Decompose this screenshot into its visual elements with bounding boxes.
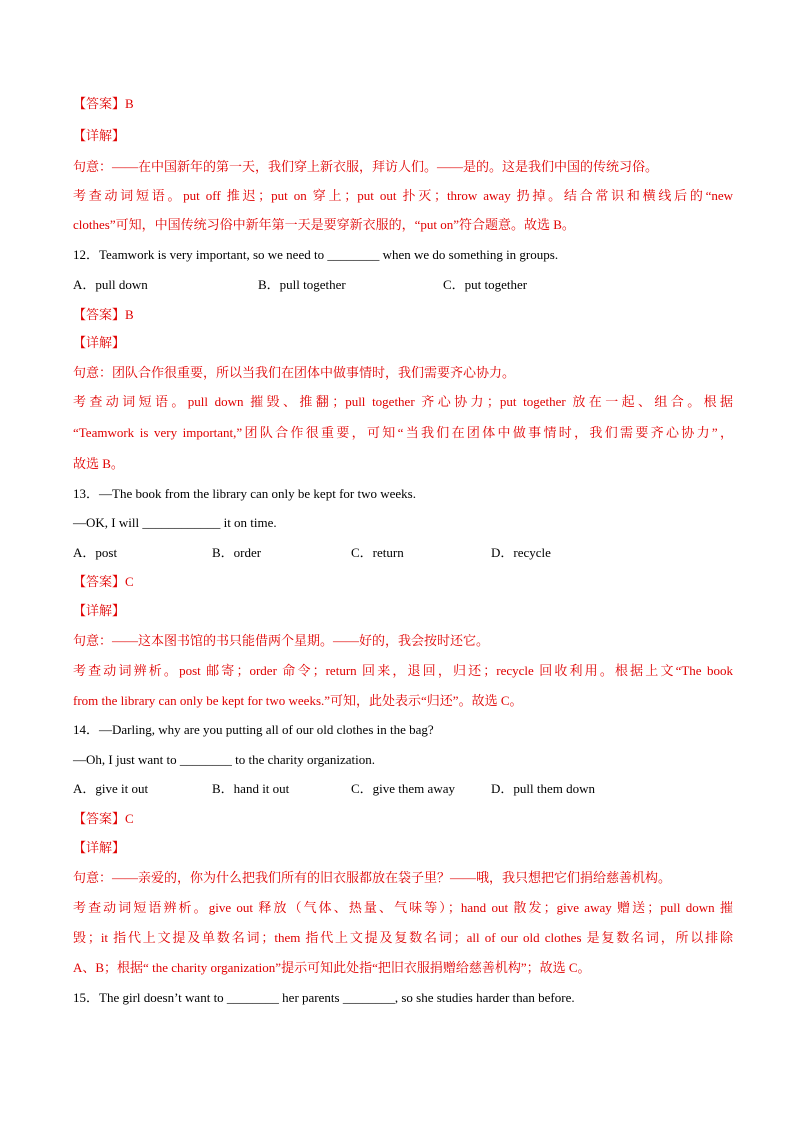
q12-analysis-line-1: 考查动词短语。pull down 摧毁、推翻；pull together 齐心协力；put together 放在一起、组合。根据 bbox=[73, 394, 733, 409]
q12-answer bbox=[73, 306, 733, 324]
q14-option-a: A．give it out bbox=[73, 781, 149, 796]
q14-stem-line-1: 14．—Darling, why are you putting all of our old clothes in the bag? bbox=[73, 722, 434, 737]
answer-tag: 【答案】 bbox=[73, 307, 126, 322]
q14-detail-tag: 【详解】 bbox=[73, 840, 126, 855]
q12-option-b: B．pull together bbox=[258, 277, 346, 292]
q14-answer bbox=[73, 810, 733, 828]
q12-analysis-line-3: 故选 B。 bbox=[73, 456, 124, 471]
q11-analysis-line-2: clothes”可知，中国传统习俗中新年第一天是要穿新衣服的，“put on”符合题意。故选 B。 bbox=[73, 217, 575, 232]
q11-analysis-line-1: 考查动词短语。put off 推迟；put on 穿上；put out 扑灭；throw away 扔掉。结合常识和横线后的“new bbox=[73, 188, 733, 203]
q11-answer bbox=[73, 95, 733, 113]
q13-option-d: D．recycle bbox=[491, 545, 551, 560]
answer-tag: 【答案】 bbox=[73, 811, 126, 826]
q13-analysis-line-2: from the library can only be kept for two weeks.”可知，此处表示“归还”。故选 C。 bbox=[73, 693, 523, 708]
q13-option-c: C．return bbox=[351, 545, 404, 560]
q13-option-b: B．order bbox=[212, 545, 262, 560]
q13-option-a: A．post bbox=[73, 545, 118, 560]
q14-analysis-line-1: 考查动词短语辨析。give out 释放（气体、热量、气味等）；hand out 散发；give away 赠送；pull down 摧 bbox=[73, 900, 733, 915]
q14-option-d: D．pull them down bbox=[491, 781, 595, 796]
q15-stem: 15．The girl doesn’t want to ________ her parents ________, so she studies harder than before. bbox=[73, 990, 575, 1005]
q12-detail-tag: 【详解】 bbox=[73, 335, 126, 350]
answer-value: C bbox=[125, 574, 134, 589]
q12-option-c: C．put together bbox=[443, 277, 528, 292]
q14-analysis-line-2: 毁；it 指代上文提及单数名词；them 指代上文提及复数名词；all of our old clothes 是复数名词，所以排除 bbox=[73, 930, 733, 945]
q14-stem-line-2: —Oh, I just want to ________ to the charity organization. bbox=[73, 752, 375, 767]
q13-stem-line-2: —OK, I will ____________ it on time. bbox=[73, 515, 277, 530]
answer-value: B bbox=[125, 96, 134, 111]
q14-option-c: C．give them away bbox=[351, 781, 455, 796]
q12-stem: 12．Teamwork is very important, so we need to ________ when we do something in groups. bbox=[73, 247, 559, 262]
q12-meaning: 句意：团队合作很重要，所以当我们在团体中做事情时，我们需要齐心协力。 bbox=[73, 365, 516, 380]
q14-analysis-line-3: A、B；根据“ the charity organization”提示可知此处指“把旧衣服捐赠给慈善机构”；故选 C。 bbox=[73, 960, 591, 975]
q11-detail-tag: 【详解】 bbox=[73, 128, 126, 143]
q11-meaning: 句意：——在中国新年的第一天，我们穿上新衣服，拜访人们。——是的。这是我们中国的传统习俗。 bbox=[73, 159, 659, 174]
q13-detail-tag: 【详解】 bbox=[73, 603, 126, 618]
q14-meaning: 句意：——亲爱的，你为什么把我们所有的旧衣服都放在袋子里？——哦，我只想把它们捐给慈善机构。 bbox=[73, 870, 672, 885]
q12-analysis-line-2: “Teamwork is very important,”团队合作很重要，可知“当我们在团体中做事情时，我们需要齐心协力”， bbox=[73, 425, 733, 440]
answer-value: B bbox=[125, 307, 134, 322]
q13-stem-line-1: 13．—The book from the library can only be kept for two weeks. bbox=[73, 486, 416, 501]
q13-analysis-line-1: 考查动词辨析。post 邮寄；order 命令；return 回来，退回，归还；recycle 回收利用。根据上文“The book bbox=[73, 663, 733, 678]
q13-answer bbox=[73, 573, 733, 591]
q14-option-b: B．hand it out bbox=[212, 781, 290, 796]
q12-option-a: A．pull down bbox=[73, 277, 148, 292]
answer-tag: 【答案】 bbox=[73, 574, 126, 589]
answer-value: C bbox=[125, 811, 134, 826]
q13-meaning: 句意：——这本图书馆的书只能借两个星期。——好的，我会按时还它。 bbox=[73, 633, 490, 648]
answer-tag: 【答案】 bbox=[73, 96, 126, 111]
